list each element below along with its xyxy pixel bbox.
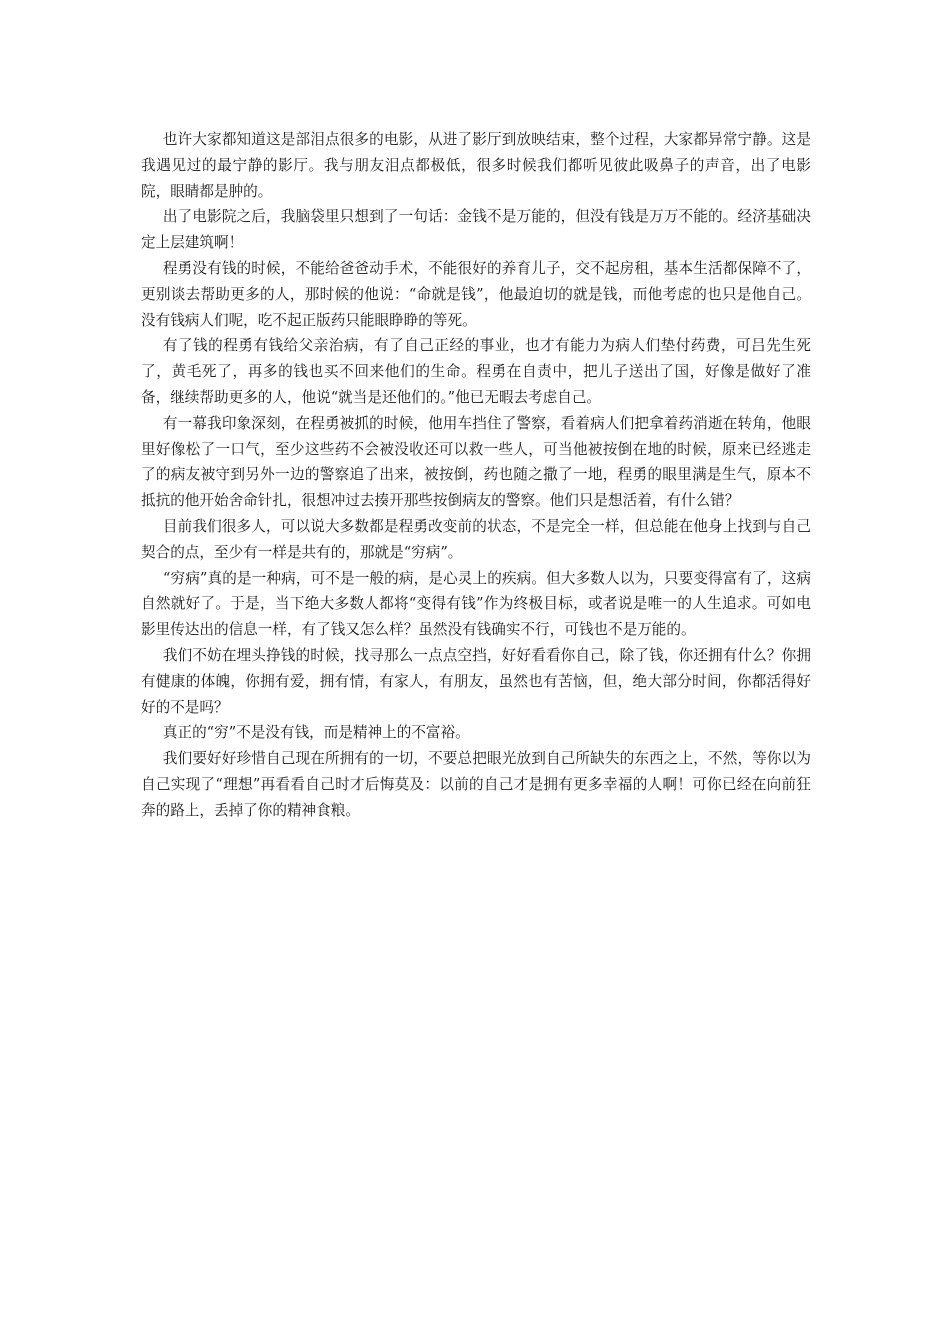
paragraph-6: 目前我们很多人，可以说大多数都是程勇改变前的状态，不是完全一样，但总能在他身上找到与自己契合的点，至少有一样是共有的，那就是“穷病”。 bbox=[141, 517, 811, 561]
paragraph-3: 程勇没有钱的时候，不能给爸爸动手术，不能很好的养育儿子，交不起房租，基本生活都保障不了，更别谈去帮助更多的人，那时候的他说：“命就是钱”，他最迫切的就是钱，而他考虑的也只是他自己。没有钱病人们呢，吃不起正版药只能眼睁睁的等死。 bbox=[141, 259, 811, 329]
paragraph-4: 有了钱的程勇有钱给父亲治病，有了自己正经的事业，也才有能力为病人们垫付药费，可吕先生死了，黄毛死了，再多的钱也买不回来他们的生命。程勇在自责中，把儿子送出了国，好像是做好了准备，继续帮助更多的人，他说“就当是还他们的。”他已无暇去考虑自己。 bbox=[141, 337, 811, 406]
paragraph-9: 真正的“穷”不是没有钱，而是精神上的不富裕。 bbox=[162, 724, 470, 742]
paragraph-7: “穷病”真的是一种病，可不是一般的病，是心灵上的疾病。但大多数人以为，只要变得富有了，这病自然就好了。于是，当下绝大多数人都将“变得有钱”作为终极目标，或者说是唯一的人生追求。可如电影里传达出的信息一样，有了钱又怎么样？虽然没有钱确实不行，可钱也不是万能的。 bbox=[141, 569, 811, 639]
paragraph-5: 有一幕我印象深刻，在程勇被抓的时候，他用车挡住了警察，看着病人们把拿着药消逝在转角，他眼里好像松了一口气，至少这些药不会被没收还可以救一些人，可当他被按倒在地的时候，原来已经逃走了的病友被守到另外一边的警察追了出来，被按倒，药也随之撒了一地，程勇的眼里满是生气，原本不抵抗的他开始舍命针扎，很想冲过去揍开那些按倒病友的警察。他们只是想活着，有什么错？ bbox=[141, 414, 811, 510]
paragraph-10: 我们要好好珍惜自己现在所拥有的一切，不要总把眼光放到自己所缺失的东西之上，不然，等你以为自己实现了“理想”再看看自己时才后悔莫及：以前的自己才是拥有更多幸福的人啊！可你已经在向前狂奔的路上，丢掉了你的精神食粮。 bbox=[141, 750, 811, 819]
paragraph-2: 出了电影院之后，我脑袋里只想到了一句话：金钱不是万能的，但没有钱是万万不能的。经济基础决定上层建筑啊！ bbox=[141, 208, 811, 252]
paragraph-8: 我们不妨在埋头挣钱的时候，找寻那么一点点空挡，好好看看你自己，除了钱，你还拥有什么？你拥有健康的体魄，你拥有爱，拥有情，有家人，有朋友，虽然也有苦恼，但，绝大部分时间，你都活得好好的不是吗？ bbox=[141, 646, 811, 716]
paragraph-1: 也许大家都知道这是部泪点很多的电影，从进了影厅到放映结束，整个过程，大家都异常宁静。这是我遇见过的最宁静的影厅。我与朋友泪点都极低，很多时候我们都听见彼此吸鼻子的声音，出了电影院，眼睛都是肿的。 bbox=[141, 131, 811, 200]
article-body bbox=[141, 127, 811, 824]
